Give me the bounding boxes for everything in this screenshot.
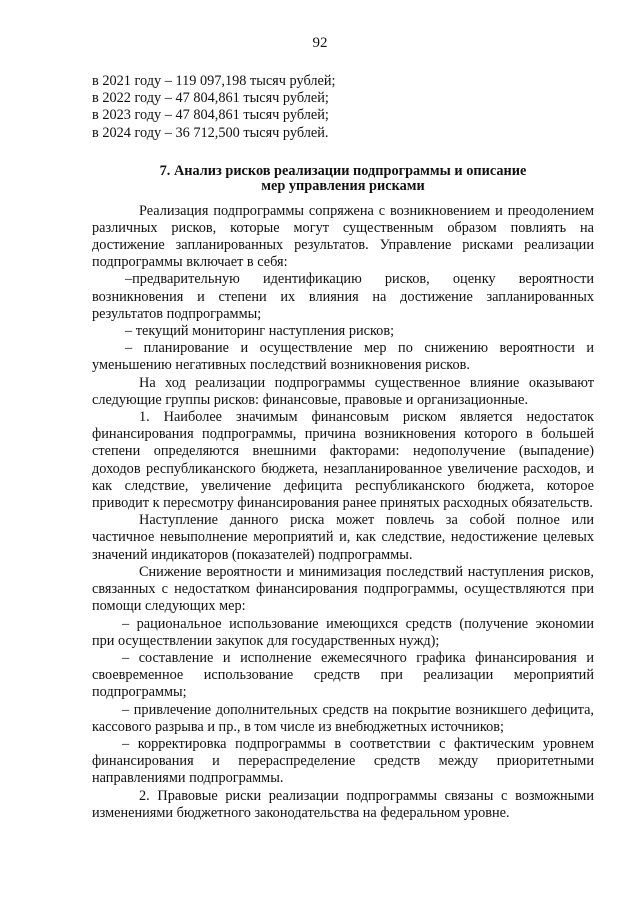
section-heading-line-1: 7. Анализ рисков реализации подпрограммы и описание [159,162,527,179]
paragraph-legal-risk: 2. Правовые риски реализации подпрограммы связаны с возможными изменениями бюджетного законодательства на федеральном уровне. [92,787,594,821]
year-line-2023: в 2023 году – 47 804,861 тысяч рублей; [92,107,329,124]
paragraph-measure-schedule: – составление и исполнение ежемесячного графика финансирования и своевременное использование средств при реализации мероприятий подпрограммы; [92,649,594,701]
year-line-2021: в 2021 году – 119 097,198 тысяч рублей; [92,73,336,89]
paragraph-risk-intro: Реализация подпрограммы сопряжена с возникновением и преодолением различных рисков, которые могут существенным образом повлиять на достижение запланированных результатов. Управление рисками реализации подпрограммы включает в себя: [92,202,594,271]
paragraph-risk-consequences: Наступление данного риска может повлечь за собой полное или частичное невыполнение мероприятий и, как следствие, недостижение целевых значений индикаторов (показателей) подпрограммы. [92,512,594,563]
paragraph-risk-monitoring: – текущий мониторинг наступления рисков; [125,323,395,340]
page-number: 92 [312,35,328,51]
year-line-2022: в 2022 году – 47 804,861 тысяч рублей; [92,90,329,107]
paragraph-risk-planning: – планирование и осуществление мер по снижению вероятности и уменьшению негативных последствий возникновения рисков. [92,340,594,374]
paragraph-measure-rational-use: – рациональное использование имеющихся средств (получение экономии при осуществлении закупок для государственных нужд); [92,615,594,649]
paragraph-measure-additional-funds: – привлечение дополнительных средств на покрытие возникшего дефицита, кассового разрыва и пр., в том числе из внебюджетных источников; [92,701,594,735]
paragraph-measure-adjustment: – корректировка подпрограммы в соответствии с фактическим уровнем финансирования и перераспределение средств между приоритетными направлениями подпрограммы. [92,735,594,787]
section-heading-line-2: мер управления рисками [261,178,425,195]
paragraph-risk-mitigation: Снижение вероятности и минимизация последствий наступления рисков, связанных с недостатком финансирования подпрограммы, осуществляются при помощи следующих мер: [92,563,594,615]
page-content [92,73,594,822]
section-heading [92,164,594,195]
year-line-2024: в 2024 году – 36 712,500 тысяч рублей. [92,124,329,141]
paragraph-risk-groups: На ход реализации подпрограммы существенное влияние оказывают следующие группы рисков: финансовые, правовые и организационные. [92,374,594,408]
paragraph-financial-risk: 1. Наиболее значимым финансовым риском является недостаток финансирования подпрограммы, причина возникновения которого в большей степени определяются внешними факторами: недополучение (выпадение) доходов республиканского бюджета, незапланированное увеличение расходов, и как следствие, увеличение дефицита республиканского бюджета, которое приводит к пересмотру финансирования ранее принятых расходных обязательств. [92,409,594,512]
paragraph-risk-identification: –предварительную идентификацию рисков, оценку вероятности возникновения и степени их влияния на достижение запланированных результатов подпрограммы; [92,271,594,322]
